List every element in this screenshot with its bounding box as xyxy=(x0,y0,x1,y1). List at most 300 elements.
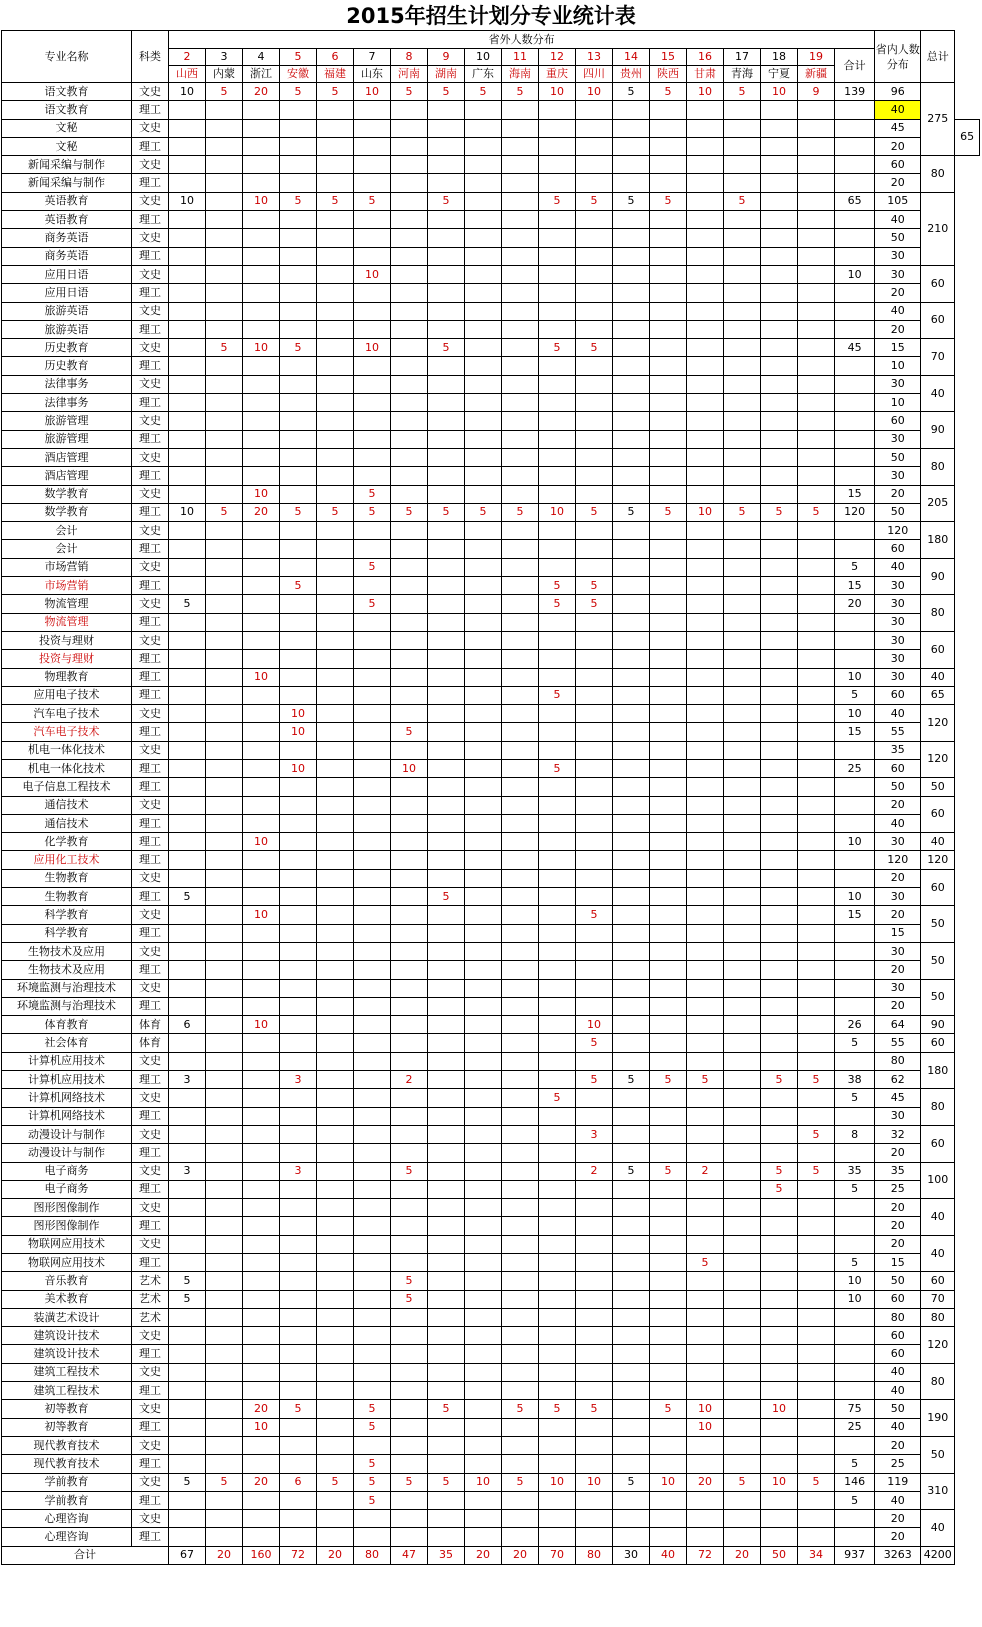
province-count xyxy=(613,1400,650,1418)
major-name: 美术教育 xyxy=(2,1290,132,1308)
province-count: 10 xyxy=(687,503,724,521)
province-count xyxy=(280,1455,317,1473)
total-cell: 80 xyxy=(921,1089,955,1126)
major-name: 动漫设计与制作 xyxy=(2,1125,132,1143)
province-count xyxy=(502,192,539,210)
province-count: 5 xyxy=(539,759,576,777)
province-count xyxy=(428,137,465,155)
province-count xyxy=(502,430,539,448)
province-number: 9 xyxy=(428,49,465,66)
province-count xyxy=(687,247,724,265)
province-count xyxy=(502,320,539,338)
in-province-cell: 45 xyxy=(875,1089,921,1107)
table-row xyxy=(2,1144,980,1162)
province-count xyxy=(169,339,206,357)
province-count xyxy=(317,1290,354,1308)
province-count xyxy=(465,211,502,229)
province-count: 5 xyxy=(798,1162,835,1180)
province-count: 10 xyxy=(650,1473,687,1491)
in-province-cell: 20 xyxy=(875,485,921,503)
province-count xyxy=(761,357,798,375)
major-name: 应用电子技术 xyxy=(2,686,132,704)
major-name: 生物教育 xyxy=(2,869,132,887)
province-count xyxy=(169,979,206,997)
province-count xyxy=(206,1272,243,1290)
major-name: 电子商务 xyxy=(2,1162,132,1180)
province-count xyxy=(798,1199,835,1217)
province-count xyxy=(206,412,243,430)
province-count xyxy=(169,1491,206,1509)
province-count xyxy=(280,302,317,320)
province-count xyxy=(502,1290,539,1308)
province-count xyxy=(206,1235,243,1253)
province-count xyxy=(502,485,539,503)
province-count xyxy=(724,1345,761,1363)
province-count: 10 xyxy=(391,759,428,777)
in-province-cell: 30 xyxy=(875,613,921,631)
province-count xyxy=(243,924,280,942)
province-count xyxy=(539,1272,576,1290)
table-row xyxy=(2,467,980,485)
subtotal-cell: 25 xyxy=(835,1418,875,1436)
province-count xyxy=(354,1254,391,1272)
province-count xyxy=(465,833,502,851)
province-count xyxy=(428,1455,465,1473)
province-count xyxy=(465,339,502,357)
province-count xyxy=(502,906,539,924)
province-count xyxy=(539,869,576,887)
footer-province-total: 20 xyxy=(502,1546,539,1564)
province-count xyxy=(465,1162,502,1180)
province-count xyxy=(761,211,798,229)
province-count xyxy=(539,485,576,503)
table-row xyxy=(2,83,980,101)
province-count xyxy=(317,1327,354,1345)
province-count xyxy=(613,174,650,192)
province-count xyxy=(798,1016,835,1034)
major-name: 电子信息工程技术 xyxy=(2,778,132,796)
subtotal-cell: 35 xyxy=(835,1162,875,1180)
in-province-cell: 15 xyxy=(875,924,921,942)
in-province-cell: 80 xyxy=(875,1308,921,1326)
province-count xyxy=(576,1382,613,1400)
province-number: 16 xyxy=(687,49,724,66)
province-count xyxy=(724,1436,761,1454)
table-row xyxy=(2,888,980,906)
province-count: 10 xyxy=(761,1400,798,1418)
province-count xyxy=(724,1034,761,1052)
province-count xyxy=(798,229,835,247)
province-name: 广东 xyxy=(465,66,502,83)
province-count xyxy=(317,595,354,613)
province-count: 5 xyxy=(576,577,613,595)
province-count xyxy=(687,156,724,174)
province-count xyxy=(502,540,539,558)
province-count xyxy=(280,540,317,558)
total-cell: 275 xyxy=(921,83,955,156)
province-count xyxy=(613,1199,650,1217)
category-cell: 理工 xyxy=(132,778,169,796)
province-count xyxy=(539,119,576,137)
province-count: 3 xyxy=(169,1162,206,1180)
province-count xyxy=(465,741,502,759)
province-count xyxy=(280,430,317,448)
province-count xyxy=(354,1345,391,1363)
province-count xyxy=(687,1144,724,1162)
province-count xyxy=(243,1510,280,1528)
province-count xyxy=(169,320,206,338)
category-cell: 文史 xyxy=(132,192,169,210)
province-count xyxy=(280,1491,317,1509)
major-name: 物流管理 xyxy=(2,613,132,631)
in-province-cell: 32 xyxy=(875,1125,921,1143)
province-count xyxy=(428,375,465,393)
province-count xyxy=(798,924,835,942)
province-count xyxy=(539,1418,576,1436)
province-count: 5 xyxy=(650,1162,687,1180)
subtotal-cell xyxy=(835,522,875,540)
province-count xyxy=(539,814,576,832)
province-count xyxy=(465,357,502,375)
province-count xyxy=(391,613,428,631)
province-count xyxy=(687,741,724,759)
province-count xyxy=(502,1052,539,1070)
province-count: 5 xyxy=(761,1162,798,1180)
province-count xyxy=(650,375,687,393)
province-count: 5 xyxy=(613,192,650,210)
table-row xyxy=(2,284,980,302)
table-row xyxy=(2,412,980,430)
province-count xyxy=(428,814,465,832)
province-count xyxy=(428,1089,465,1107)
province-count: 5 xyxy=(428,1400,465,1418)
footer-in-province: 3263 xyxy=(875,1546,921,1564)
province-count xyxy=(724,485,761,503)
category-cell: 理工 xyxy=(132,430,169,448)
in-province-cell: 60 xyxy=(875,686,921,704)
province-count xyxy=(354,723,391,741)
total-cell: 310 xyxy=(921,1473,955,1510)
province-count xyxy=(169,302,206,320)
province-count xyxy=(465,1382,502,1400)
total-cell: 90 xyxy=(921,1016,955,1034)
province-count xyxy=(428,1016,465,1034)
province-count xyxy=(724,1089,761,1107)
province-count: 10 xyxy=(576,83,613,101)
province-count xyxy=(391,668,428,686)
province-count xyxy=(317,394,354,412)
province-count xyxy=(428,522,465,540)
province-count xyxy=(169,1034,206,1052)
province-count xyxy=(539,357,576,375)
province-count xyxy=(465,1180,502,1198)
province-count xyxy=(502,156,539,174)
province-count xyxy=(243,1382,280,1400)
province-count xyxy=(761,869,798,887)
province-count: 5 xyxy=(502,1400,539,1418)
major-name: 科学教育 xyxy=(2,924,132,942)
province-count xyxy=(354,101,391,119)
province-count xyxy=(687,833,724,851)
province-count xyxy=(391,997,428,1015)
category-cell: 文史 xyxy=(132,906,169,924)
province-count xyxy=(761,833,798,851)
province-name: 河南 xyxy=(391,66,428,83)
footer-row xyxy=(2,1546,980,1564)
province-count xyxy=(650,1272,687,1290)
province-count xyxy=(243,430,280,448)
province-count xyxy=(280,1254,317,1272)
province-count xyxy=(206,979,243,997)
enrollment-table xyxy=(1,30,980,1565)
province-count xyxy=(539,1071,576,1089)
table-row xyxy=(2,1272,980,1290)
province-count xyxy=(354,631,391,649)
province-count: 10 xyxy=(687,1400,724,1418)
footer-province-total: 40 xyxy=(650,1546,687,1564)
province-count xyxy=(650,1089,687,1107)
table-row xyxy=(2,1455,980,1473)
province-count xyxy=(687,851,724,869)
in-province-cell: 50 xyxy=(875,448,921,466)
province-count: 5 xyxy=(613,1473,650,1491)
province-count xyxy=(613,1491,650,1509)
province-count: 5 xyxy=(354,485,391,503)
province-count xyxy=(761,412,798,430)
province-count xyxy=(243,961,280,979)
province-count xyxy=(798,613,835,631)
province-count xyxy=(687,229,724,247)
province-count xyxy=(465,778,502,796)
table-row xyxy=(2,741,980,759)
province-count xyxy=(650,942,687,960)
in-province-cell: 40 xyxy=(875,101,921,119)
total-cell: 65 xyxy=(955,119,980,156)
province-count xyxy=(798,851,835,869)
province-count xyxy=(650,467,687,485)
in-province-cell: 80 xyxy=(875,1052,921,1070)
province-count: 10 xyxy=(280,759,317,777)
province-count xyxy=(243,101,280,119)
major-name: 音乐教育 xyxy=(2,1272,132,1290)
province-count xyxy=(169,1436,206,1454)
province-count xyxy=(354,851,391,869)
province-count xyxy=(169,448,206,466)
province-count: 5 xyxy=(613,1162,650,1180)
province-count xyxy=(724,1491,761,1509)
major-name: 电子商务 xyxy=(2,1180,132,1198)
province-count: 10 xyxy=(243,339,280,357)
province-count xyxy=(428,485,465,503)
province-count xyxy=(354,247,391,265)
province-count xyxy=(428,796,465,814)
table-row xyxy=(2,979,980,997)
subtotal-cell: 5 xyxy=(835,1491,875,1509)
table-row xyxy=(2,302,980,320)
table-row xyxy=(2,1199,980,1217)
province-count xyxy=(465,1125,502,1143)
province-count xyxy=(391,1528,428,1546)
province-count xyxy=(761,302,798,320)
province-count xyxy=(798,339,835,357)
category-cell: 文史 xyxy=(132,375,169,393)
province-count: 5 xyxy=(761,1180,798,1198)
province-count xyxy=(687,522,724,540)
major-name: 会计 xyxy=(2,540,132,558)
province-count xyxy=(465,1235,502,1253)
province-count xyxy=(169,796,206,814)
province-count xyxy=(502,1382,539,1400)
table-header xyxy=(2,31,980,83)
major-name: 物联网应用技术 xyxy=(2,1235,132,1253)
table-row xyxy=(2,485,980,503)
footer-province-total: 20 xyxy=(724,1546,761,1564)
province-count xyxy=(613,229,650,247)
province-count xyxy=(613,558,650,576)
province-count xyxy=(613,1510,650,1528)
province-count xyxy=(391,851,428,869)
province-count xyxy=(724,1180,761,1198)
province-count xyxy=(502,613,539,631)
category-cell: 文史 xyxy=(132,1052,169,1070)
province-count xyxy=(391,211,428,229)
province-count xyxy=(502,650,539,668)
in-province-cell: 20 xyxy=(875,1217,921,1235)
major-name: 新闻采编与制作 xyxy=(2,156,132,174)
province-count xyxy=(206,1254,243,1272)
province-count xyxy=(280,906,317,924)
province-count xyxy=(428,668,465,686)
province-count xyxy=(502,1217,539,1235)
subtotal-cell: 75 xyxy=(835,1400,875,1418)
province-count xyxy=(391,942,428,960)
province-count xyxy=(613,888,650,906)
table-row xyxy=(2,906,980,924)
province-count xyxy=(539,211,576,229)
category-cell: 文史 xyxy=(132,229,169,247)
subtotal-cell: 10 xyxy=(835,668,875,686)
province-count xyxy=(465,1199,502,1217)
province-count xyxy=(576,1089,613,1107)
province-count: 5 xyxy=(502,83,539,101)
table-row xyxy=(2,119,980,137)
province-count xyxy=(502,1254,539,1272)
province-count xyxy=(206,302,243,320)
province-count xyxy=(243,942,280,960)
subtotal-cell xyxy=(835,1235,875,1253)
province-count xyxy=(576,942,613,960)
province-count xyxy=(243,1071,280,1089)
province-count xyxy=(317,759,354,777)
province-number: 4 xyxy=(243,49,280,66)
province-count xyxy=(206,1290,243,1308)
province-count xyxy=(613,924,650,942)
province-count xyxy=(761,1125,798,1143)
province-count xyxy=(724,1510,761,1528)
province-count xyxy=(502,851,539,869)
province-count xyxy=(169,1327,206,1345)
province-count xyxy=(243,302,280,320)
table-row xyxy=(2,522,980,540)
province-count xyxy=(687,1436,724,1454)
province-count xyxy=(724,888,761,906)
province-count xyxy=(613,101,650,119)
province-count: 3 xyxy=(280,1162,317,1180)
table-row xyxy=(2,1089,980,1107)
province-count xyxy=(428,412,465,430)
in-province-cell: 30 xyxy=(875,247,921,265)
province-count xyxy=(724,1272,761,1290)
province-count xyxy=(280,778,317,796)
province-count xyxy=(539,1125,576,1143)
major-name: 生物技术及应用 xyxy=(2,942,132,960)
province-count xyxy=(280,1272,317,1290)
province-count xyxy=(724,1071,761,1089)
province-count xyxy=(502,778,539,796)
province-count xyxy=(206,705,243,723)
category-cell: 理工 xyxy=(132,247,169,265)
province-count xyxy=(169,1217,206,1235)
province-count xyxy=(243,1107,280,1125)
subtotal-cell xyxy=(835,961,875,979)
total-cell: 50 xyxy=(921,1436,955,1473)
province-count: 5 xyxy=(724,1473,761,1491)
province-count xyxy=(391,320,428,338)
province-count xyxy=(613,869,650,887)
province-count xyxy=(687,1345,724,1363)
major-name: 英语教育 xyxy=(2,192,132,210)
footer-province-total: 47 xyxy=(391,1546,428,1564)
province-number: 10 xyxy=(465,49,502,66)
subtotal-cell: 5 xyxy=(835,1034,875,1052)
category-cell: 理工 xyxy=(132,1107,169,1125)
province-count xyxy=(391,1254,428,1272)
province-name: 四川 xyxy=(576,66,613,83)
table-row xyxy=(2,1382,980,1400)
province-count xyxy=(317,577,354,595)
province-count xyxy=(243,558,280,576)
province-count xyxy=(169,247,206,265)
province-count: 3 xyxy=(280,1071,317,1089)
province-count xyxy=(650,650,687,668)
province-count xyxy=(169,631,206,649)
province-count xyxy=(169,942,206,960)
subtotal-cell: 45 xyxy=(835,339,875,357)
province-count xyxy=(280,229,317,247)
province-count: 5 xyxy=(576,1071,613,1089)
province-count xyxy=(391,1107,428,1125)
category-cell: 文史 xyxy=(132,412,169,430)
province-count xyxy=(354,1436,391,1454)
total-cell: 100 xyxy=(921,1162,955,1199)
province-count xyxy=(465,906,502,924)
province-count xyxy=(502,375,539,393)
province-count xyxy=(539,284,576,302)
province-count xyxy=(761,265,798,283)
in-province-cell: 15 xyxy=(875,1254,921,1272)
province-number: 6 xyxy=(317,49,354,66)
subtotal-cell: 20 xyxy=(835,595,875,613)
province-count xyxy=(539,1180,576,1198)
in-province-cell: 50 xyxy=(875,1272,921,1290)
province-count xyxy=(354,1308,391,1326)
province-count xyxy=(539,924,576,942)
header-total: 总计 xyxy=(921,31,955,83)
province-count xyxy=(391,1180,428,1198)
province-count xyxy=(354,759,391,777)
province-count: 5 xyxy=(317,1473,354,1491)
province-count xyxy=(243,1180,280,1198)
